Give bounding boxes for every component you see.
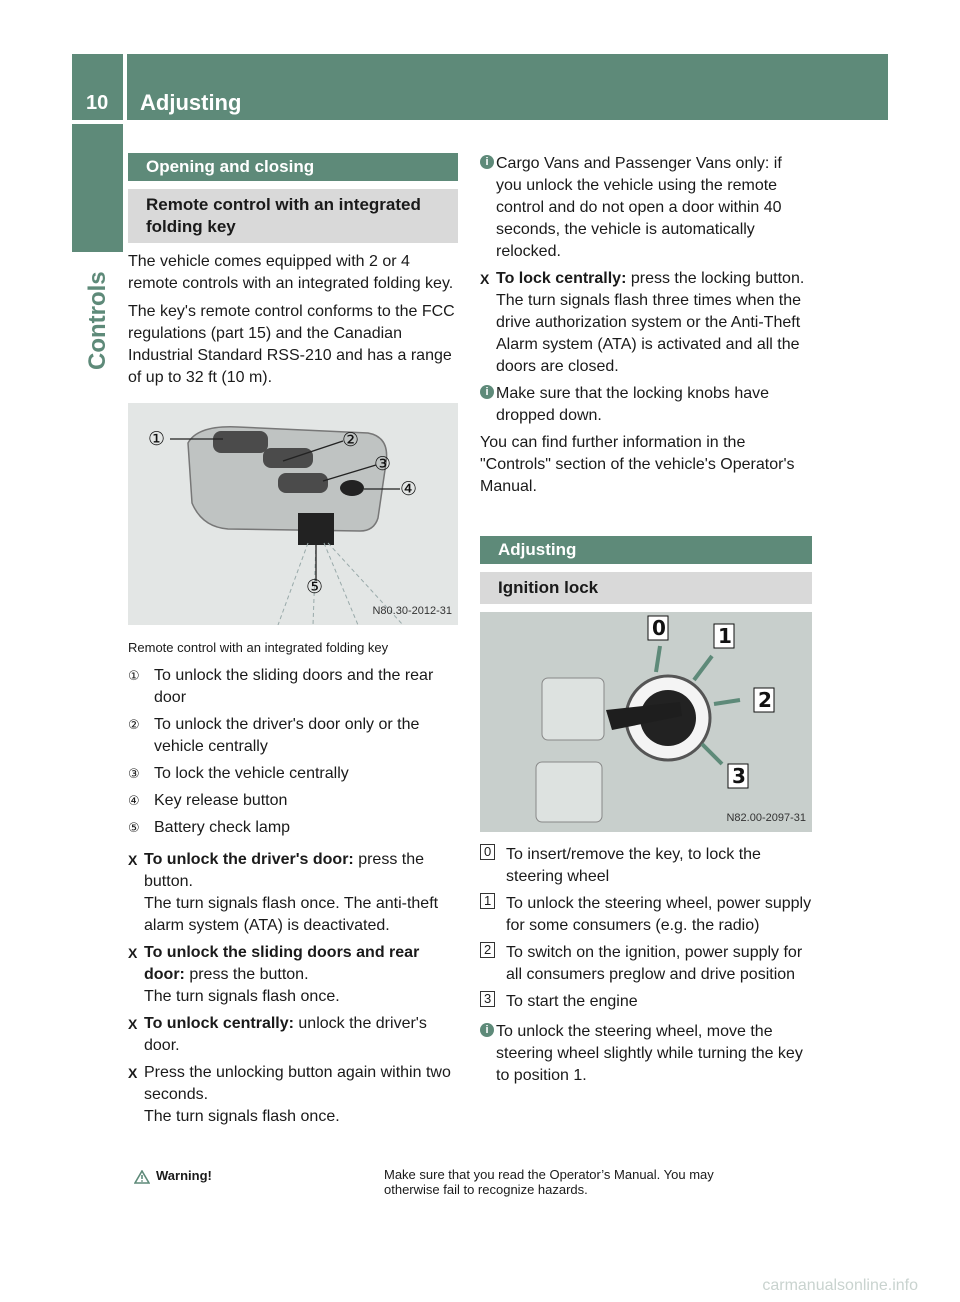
step-arrow-icon: X [128, 1065, 138, 1081]
list-item [480, 942, 812, 986]
step-text: press the button. [184, 966, 309, 983]
info-note [480, 383, 812, 427]
info-text: Make sure that the locking knobs have dropped down. [496, 385, 770, 424]
figure-callout: ⑤ [306, 576, 324, 598]
list-item [480, 844, 812, 888]
section-heading: Adjusting [480, 536, 812, 564]
item-text: Battery check lamp [154, 819, 291, 836]
position-text: To unlock the steering wheel, power supply for some consumers (e.g. the radio) [506, 895, 812, 934]
figure-callout: ③ [374, 453, 392, 475]
list-item [128, 817, 458, 839]
info-icon: i [480, 385, 494, 399]
list-item [128, 714, 458, 758]
figure-label: 3 [732, 764, 746, 788]
info-text: Cargo Vans and Passenger Vans only: if you unlock the vehicle using the remote control and do not open a door within 40 seconds, the vehicle is automatically relocked. [496, 155, 782, 260]
section-heading: Opening and closing [128, 153, 458, 181]
sidebar-tab [72, 124, 123, 252]
sidebar-label: Controls [84, 271, 111, 370]
header-title: Adjusting [140, 90, 242, 115]
figure-callout: ② [342, 429, 360, 451]
ignition-figure [480, 612, 812, 832]
warning-label: Warning! [156, 1168, 212, 1183]
step-arrow-icon: X [480, 271, 490, 287]
figure-code: N82.00-2097-31 [726, 812, 806, 824]
list-item [128, 763, 458, 785]
info-note [480, 1021, 812, 1087]
position-key: 1 [480, 893, 495, 909]
figure-callout: ① [148, 428, 166, 450]
paragraph: The vehicle comes equipped with 2 or 4 remote controls with an integrated folding key. [128, 253, 454, 292]
info-icon: i [480, 1023, 494, 1037]
step-arrow-icon: X [128, 1016, 138, 1032]
info-icon: i [480, 155, 494, 169]
position-text: To start the engine [506, 993, 638, 1010]
step-text: press the locking button. [626, 270, 805, 287]
figure-label: 2 [758, 688, 772, 712]
right-column [480, 153, 812, 1092]
step-text: press the button. [144, 851, 425, 890]
position-text: To switch on the ignition, power supply for all consumers preglow and drive position [506, 944, 803, 983]
list-item [128, 665, 458, 709]
figure-label: 0 [652, 616, 666, 640]
remote-key-illustration [128, 403, 458, 625]
position-key: 3 [480, 991, 495, 1007]
paragraph: The key's remote control conforms to the FCC regulations (part 15) and the Canadian Industrial Standard RSS-210 and has a range of up to 32 ft (10 m). [128, 303, 455, 386]
page-number: 10 [86, 92, 109, 114]
instruction-step [128, 1062, 458, 1128]
step-bold: To lock centrally: [496, 270, 627, 287]
step-text: unlock the driver's door. [144, 1015, 427, 1054]
instruction-step [128, 1013, 458, 1057]
instruction-step [128, 942, 458, 1008]
figure-code: N80.30-2012-31 [372, 605, 452, 617]
warning-text: Make sure that you read the Operator’s Manual. You may otherwise fail to recognize hazards. [384, 1167, 714, 1197]
position-key: 0 [480, 844, 495, 860]
instruction-step [128, 849, 458, 937]
list-item [480, 991, 812, 1013]
item-number: ② [128, 717, 140, 732]
list-item [128, 790, 458, 812]
step-text: Press the unlocking button again within two seconds. [144, 1064, 451, 1103]
item-text: To unlock the sliding doors and the rear door [154, 667, 434, 706]
step-arrow-icon: X [128, 852, 138, 868]
item-number: ④ [128, 793, 140, 808]
step-bold: To unlock centrally: [144, 1015, 294, 1032]
instruction-step [480, 268, 812, 378]
position-text: To insert/remove the key, to lock the steering wheel [506, 846, 761, 885]
info-note [480, 153, 812, 263]
step-extra: The turn signals flash once. The anti-theft alarm system (ATA) is deactivated. [144, 895, 439, 934]
figure-callout: ④ [400, 478, 418, 500]
list-item [480, 893, 812, 937]
left-column [128, 153, 458, 1133]
step-bold: To unlock the sliding doors and rear door: [144, 944, 420, 983]
step-arrow-icon: X [128, 945, 138, 961]
info-text: To unlock the steering wheel, move the steering wheel slightly while turning the key to position 1. [496, 1023, 803, 1084]
position-key: 2 [480, 942, 495, 958]
item-text: To lock the vehicle centrally [154, 765, 349, 782]
item-number: ① [128, 668, 140, 683]
paragraph: You can find further information in the "Controls" section of the vehicle's Operator's Manual. [480, 434, 795, 495]
item-number: ③ [128, 766, 140, 781]
item-text: To unlock the driver's door only or the vehicle centrally [154, 716, 420, 755]
item-number: ⑤ [128, 820, 140, 835]
footer-watermark: carmanualsonline.info [762, 1277, 918, 1294]
remote-key-figure [128, 403, 458, 625]
section-subheading: Ignition lock [480, 572, 812, 604]
header-divider [123, 54, 127, 120]
step-extra: The turn signals flash once. [144, 988, 340, 1005]
ignition-lock-illustration [480, 612, 812, 832]
item-text: Key release button [154, 792, 288, 809]
warning-icon [134, 1170, 150, 1184]
figure-label: 1 [718, 624, 732, 648]
step-bold: To unlock the driver's door: [144, 851, 354, 868]
step-extra: The turn signals flash once. [144, 1108, 340, 1125]
section-subheading: Remote control with an integrated folding key [128, 189, 458, 243]
figure-caption: Remote control with an integrated folding key [128, 640, 389, 655]
step-extra: The turn signals flash three times when the drive authorization system or the Anti-Theft Alarm system (ATA) is activated and all the doors are closed. [496, 292, 802, 375]
